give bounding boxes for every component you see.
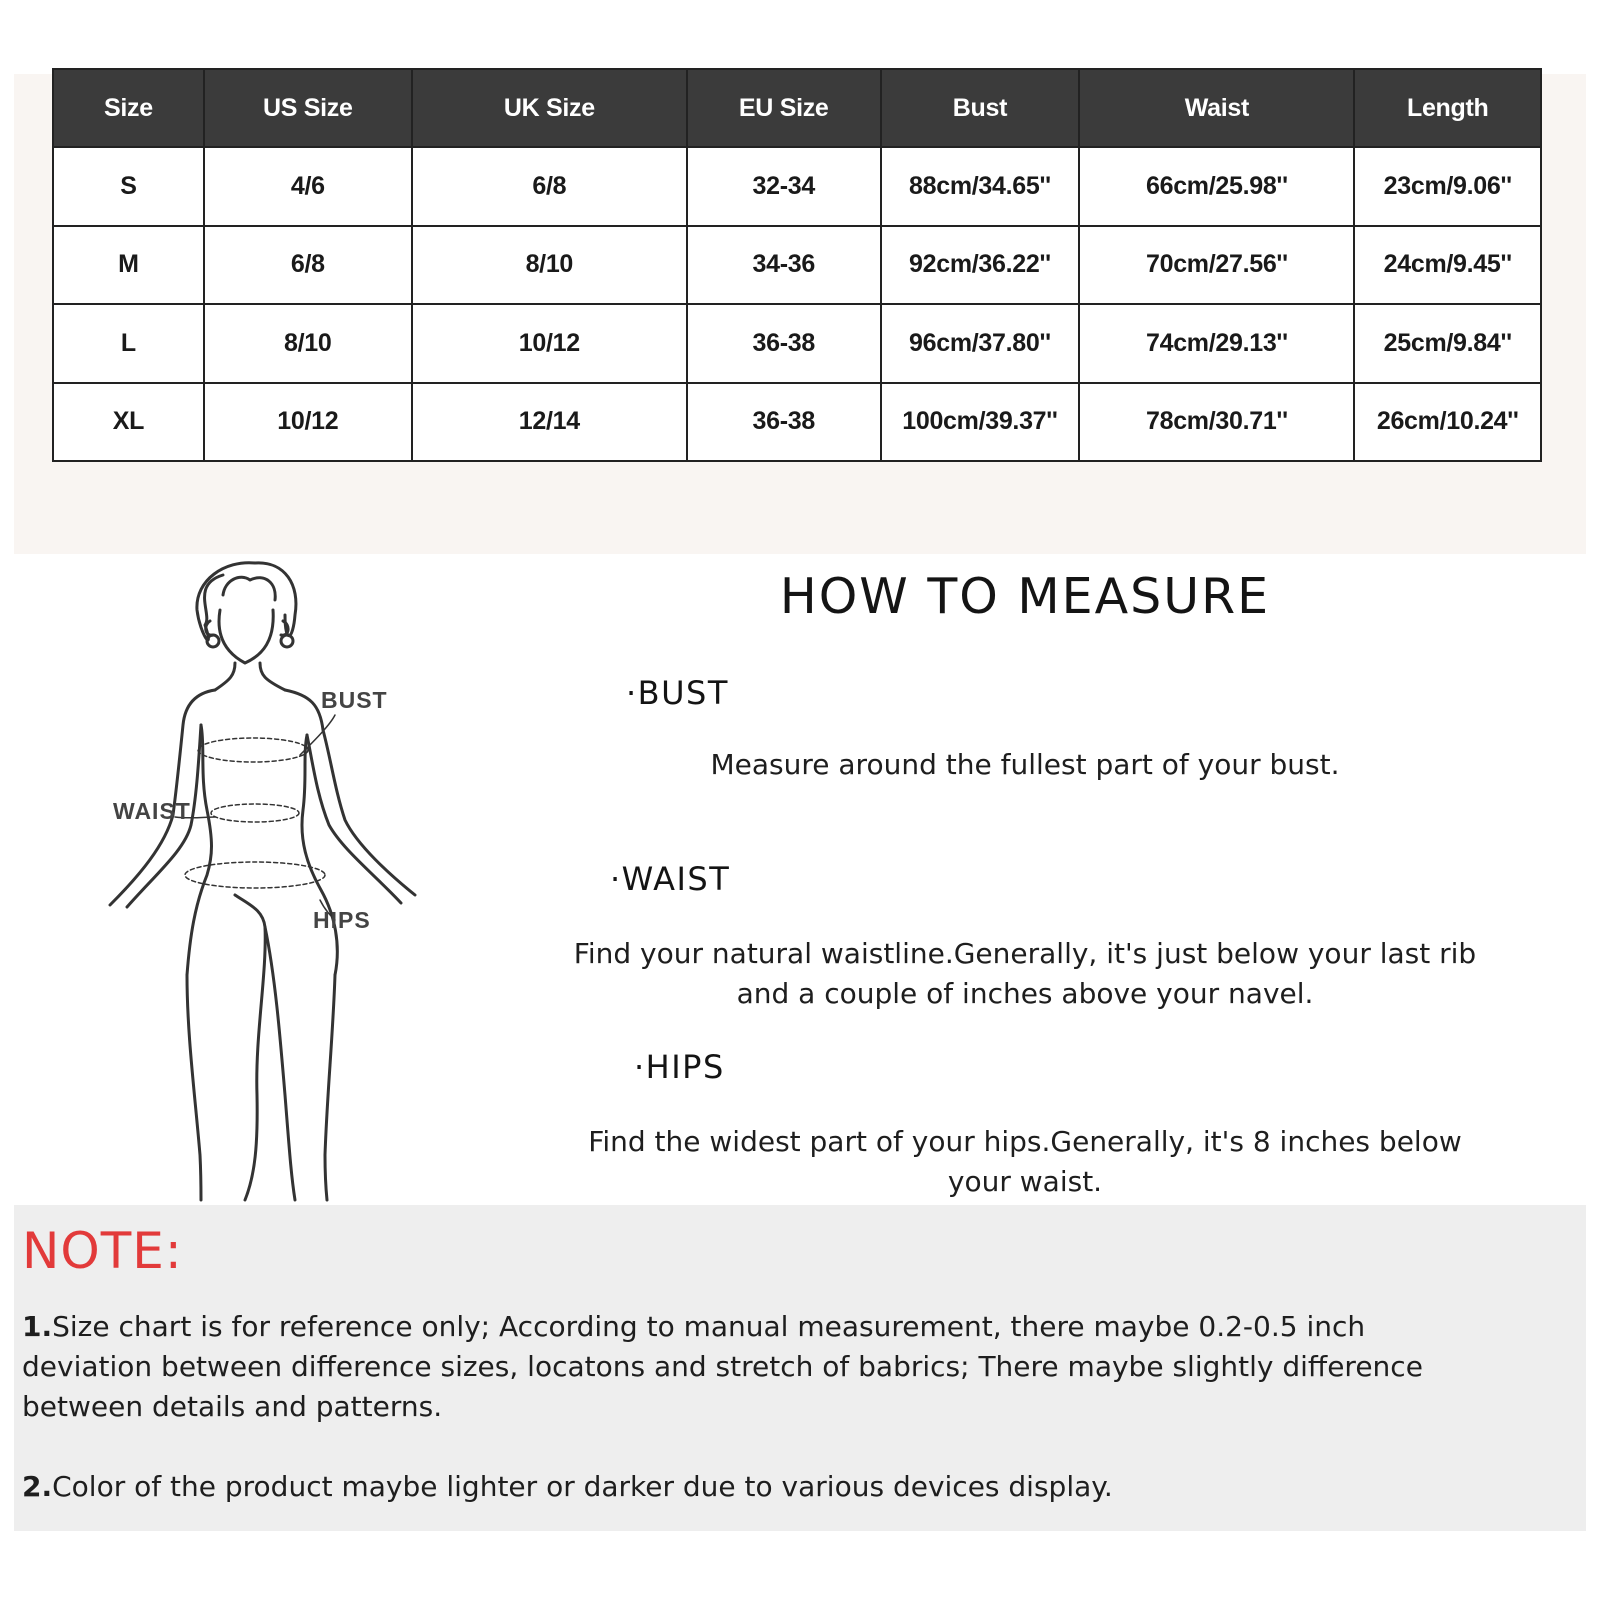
note-item-1-line3: between details and patterns.: [22, 1390, 443, 1423]
bust-heading: ·BUST: [626, 674, 729, 712]
table-cell: 25cm/9.84'': [1354, 304, 1541, 383]
header-size: Size: [53, 69, 204, 147]
table-cell: 78cm/30.71'': [1079, 383, 1354, 462]
note-title: NOTE:: [22, 1222, 183, 1280]
figure-label-hips: HIPS: [313, 907, 371, 933]
figure-label-bust: BUST: [321, 687, 388, 713]
header-eu-size: EU Size: [687, 69, 881, 147]
waist-instructions: [520, 934, 1530, 1014]
table-cell: 8/10: [412, 226, 687, 305]
table-cell: 100cm/39.37'': [881, 383, 1080, 462]
table-cell: 8/10: [204, 304, 412, 383]
table-cell: 36-38: [687, 304, 881, 383]
table-cell: 36-38: [687, 383, 881, 462]
table-cell: 6/8: [204, 226, 412, 305]
table-cell: 24cm/9.45'': [1354, 226, 1541, 305]
table-cell: 88cm/34.65'': [881, 147, 1080, 226]
table-cell: 10/12: [204, 383, 412, 462]
waist-text-line2: and a couple of inches above your navel.: [736, 977, 1314, 1010]
table-cell: 32-34: [687, 147, 881, 226]
table-cell: 96cm/37.80'': [881, 304, 1080, 383]
table-cell: 26cm/10.24'': [1354, 383, 1541, 462]
hips-text-line2: your waist.: [947, 1165, 1103, 1198]
bust-text: Measure around the fullest part of your bust.: [710, 748, 1340, 781]
header-us-size: US Size: [204, 69, 412, 147]
bust-instructions: [520, 745, 1530, 785]
hips-heading: ·HIPS: [634, 1048, 725, 1086]
table-cell: 4/6: [204, 147, 412, 226]
header-length: Length: [1354, 69, 1541, 147]
table-cell: 12/14: [412, 383, 687, 462]
body-measurement-figure: [95, 555, 445, 1205]
how-to-measure-title: HOW TO MEASURE: [779, 568, 1271, 625]
table-row: [53, 304, 1541, 383]
table-cell: 92cm/36.22'': [881, 226, 1080, 305]
table-cell: 74cm/29.13'': [1079, 304, 1354, 383]
table-cell: 23cm/9.06'': [1354, 147, 1541, 226]
body-outline-icon: [95, 555, 445, 1205]
table-row: [53, 383, 1541, 462]
table-cell: 66cm/25.98'': [1079, 147, 1354, 226]
table-cell: 10/12: [412, 304, 687, 383]
header-bust: Bust: [881, 69, 1080, 147]
note-item-2: [22, 1467, 1572, 1507]
header-waist: Waist: [1079, 69, 1354, 147]
table-cell: 6/8: [412, 147, 687, 226]
hips-text-line1: Find the widest part of your hips.Generally, it's 8 inches below: [588, 1125, 1462, 1158]
table-cell: S: [53, 147, 204, 226]
note-item-2-number: 2.: [22, 1470, 53, 1503]
note-item-1-line2: deviation between difference sizes, locatons and stretch of babrics; There maybe slightly difference: [22, 1350, 1423, 1383]
table-header-row: [53, 69, 1541, 147]
table-row: [53, 226, 1541, 305]
figure-label-waist: WAIST: [113, 798, 191, 824]
size-chart-table: [52, 68, 1542, 462]
table-cell: L: [53, 304, 204, 383]
note-item-1-number: 1.: [22, 1310, 53, 1343]
table-cell: XL: [53, 383, 204, 462]
waist-text-line1: Find your natural waistline.Generally, it's just below your last rib: [573, 937, 1477, 970]
table-cell: 70cm/27.56'': [1079, 226, 1354, 305]
table-cell: 34-36: [687, 226, 881, 305]
note-item-1: [22, 1307, 1572, 1427]
header-uk-size: UK Size: [412, 69, 687, 147]
hips-instructions: [520, 1122, 1530, 1202]
table-cell: M: [53, 226, 204, 305]
table-row: [53, 147, 1541, 226]
note-item-1-line1: Size chart is for reference only; According to manual measurement, there maybe 0.2-0.5 inch: [52, 1310, 1366, 1343]
note-item-2-text: Color of the product maybe lighter or darker due to various devices display.: [52, 1470, 1113, 1503]
waist-heading: ·WAIST: [610, 860, 731, 898]
